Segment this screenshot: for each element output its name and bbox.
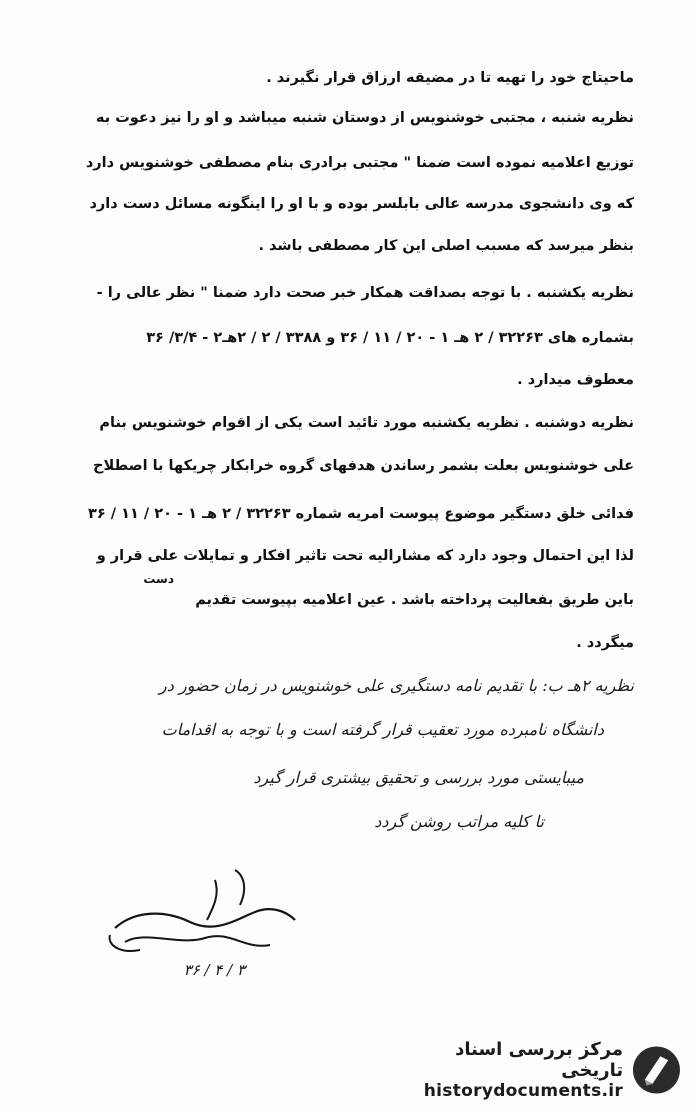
handwritten-line: میبایستی مورد بررسی و تحقیق بیشتری قرار گیرد bbox=[253, 768, 584, 787]
typed-line: فدائی خلق دستگیر موضوع پیوست امریه شماره ۳۲۲۶۳ / ۲ هـ ۱ - ۲۰ / ۱۱ / ۳۶ bbox=[88, 506, 634, 522]
handwritten-line: نظریه ۲هـ ب: با تقدیم نامه دستگیری علی خوشنویس در زمان حضور در bbox=[159, 676, 634, 695]
typed-insertion: دست bbox=[143, 572, 174, 586]
typed-line: که وی دانشجوی مدرسه عالی بابلسر بوده و با او را اینگونه مسائل دست دارد bbox=[89, 196, 634, 212]
signature bbox=[95, 850, 325, 980]
typed-line: معطوف میدارد . bbox=[517, 372, 634, 388]
signature-date: ۳ / ۴ / ۳۶ bbox=[183, 961, 245, 979]
typed-line: نظریه دوشنبه . نظریه یکشنبه مورد تائید است یکی از اقوام خوشنویس بنام bbox=[99, 415, 634, 431]
typed-line: نظریه شنبه ، مجتبی خوشنویس از دوستان شنبه میباشد و او را نیز دعوت به bbox=[95, 110, 634, 126]
typed-line: توزیع اعلامیه نموده است ضمنا " مجتبی برادری بنام مصطفی خوشنویس دارد bbox=[85, 155, 634, 171]
typed-line: میگردد . bbox=[576, 635, 634, 651]
typed-line: نظریه یکشنبه . با توجه بصداقت همکار خبر صحت دارد ضمنا " نظر عالی را - bbox=[96, 285, 634, 301]
handwritten-line: تا کلیه مراتب روشن گردد bbox=[374, 812, 544, 831]
typed-line: بنظر میرسد که مسبب اصلی این کار مصطفی باشد . bbox=[258, 238, 634, 254]
archive-logo-icon bbox=[631, 1044, 682, 1096]
watermark-name: مرکز بررسی اسناد تاریخی bbox=[455, 1039, 624, 1081]
handwritten-line: دانشگاه نامبرده مورد تعقیب قرار گرفته است و با توجه به اقدامات bbox=[161, 720, 604, 739]
watermark-logo bbox=[392, 1040, 682, 1100]
typed-line: ماحیتاج خود را تهیه تا در مضیقه ارزاق قرار نگیرند . bbox=[266, 70, 634, 86]
typed-line: علی خوشنویس بعلت بشمر رساندن هدفهای گروه خرابکار چریکها با اصطلاح bbox=[93, 458, 634, 474]
typed-line: باین طریق بفعالیت پرداخته باشد . عین اعلامیه بپیوست تقدیم bbox=[195, 592, 634, 608]
typed-line: بشماره های ۳۲۲۶۳ / ۲ هـ ۱ - ۲۰ / ۱۱ / ۳۶ و ۳۳۸۸ / ۲ / ۲هـ۲ - ۳/۴/ ۳۶ bbox=[146, 330, 634, 346]
typed-line: لذا این احتمال وجود دارد که مشارالیه تحت تاثیر افکار و تمایلات علی قرار و bbox=[96, 548, 634, 564]
watermark-url: historydocuments.ir bbox=[423, 1081, 624, 1101]
